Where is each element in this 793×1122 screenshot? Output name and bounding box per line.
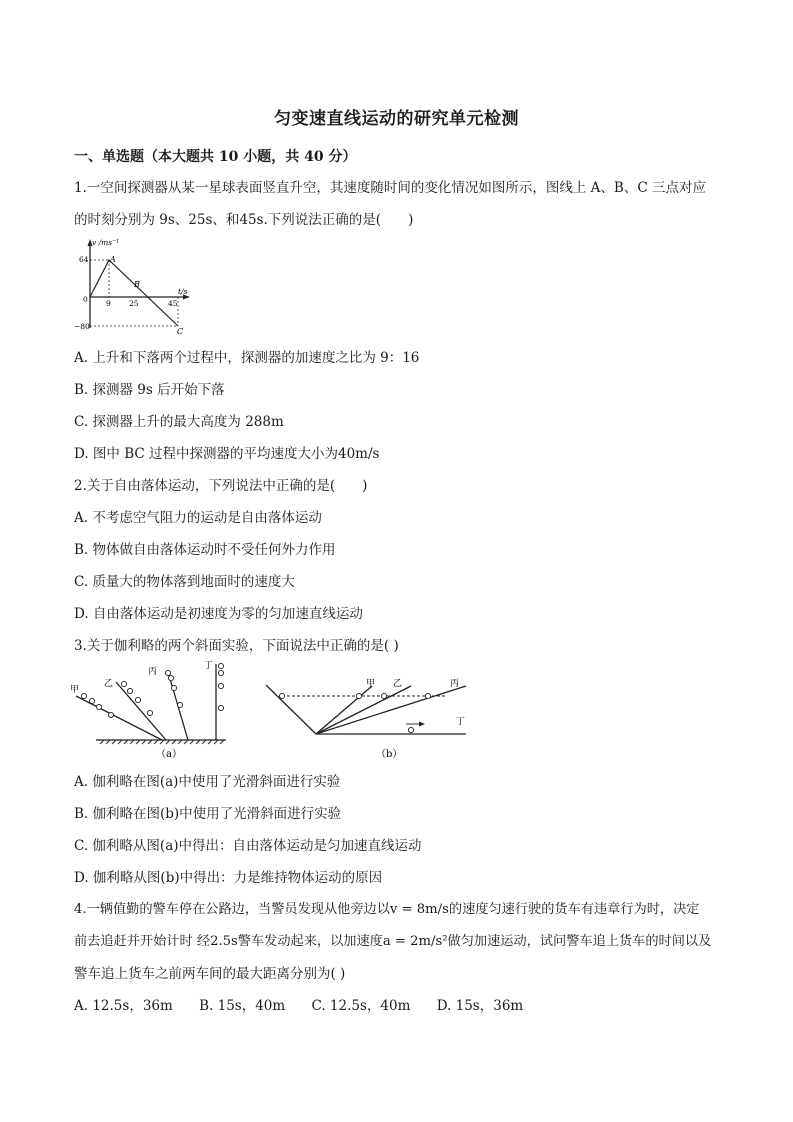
point-b-label: B (134, 280, 140, 289)
question-2-option-d[interactable]: D. 自由落体运动是初速度为零的匀加速直线运动 (74, 606, 363, 622)
question-1-line-2: 的时刻分别为 9s、25s、和45s.下列说法正确的是( ) (74, 212, 414, 228)
question-4-line-1: 4.一辆值勤的警车停在公路边，当警员发现从他旁边以v = 8m/s的速度匀速行驶的货车有违章行为时，决定 (74, 902, 700, 917)
x-tick-45: 45 (168, 299, 178, 308)
y-tick-neg80: −80 (74, 322, 90, 331)
label-b-ding: 丁 (456, 717, 466, 727)
caption-b: （b） (376, 749, 403, 760)
question-4-line-3: 警车追上货车之前两车间的最大距离分别为( ) (74, 966, 346, 982)
question-3-option-d[interactable]: D. 伽利略从图(b)中得出：力是维持物体运动的原因 (74, 870, 383, 886)
galileo-incline-figure (66, 658, 486, 766)
label-b-bing: 丙 (450, 679, 460, 689)
point-a-label: A (110, 255, 116, 264)
question-1-option-a[interactable]: A. 上升和下落两个过程中，探测器的加速度之比为 9：16 (74, 350, 420, 366)
label-b-yi: 乙 (393, 679, 403, 689)
question-1-line-1: 1.一空间探测器从某一星球表面竖直升空，其速度随时间的变化情况如图所示，图线上 A、B、C 三点对应 (74, 180, 706, 196)
question-3-line-1: 3.关于伽利略的两个斜面实验，下面说法中正确的是( ) (74, 638, 399, 654)
x-tick-9: 9 (106, 299, 111, 308)
question-1-option-b[interactable]: B. 探测器 9s 后开始下落 (74, 382, 225, 398)
caption-a: （a） (156, 749, 182, 760)
question-4-option-b[interactable]: B. 15s，40m (199, 998, 286, 1014)
question-2-option-a[interactable]: A. 不考虑空气阻力的运动是自由落体运动 (74, 510, 322, 526)
x-tick-25: 25 (129, 299, 139, 308)
question-4-options (74, 994, 523, 1014)
question-3-option-a[interactable]: A. 伽利略在图(a)中使用了光滑斜面进行实验 (74, 774, 341, 790)
y-tick-64: 64 (79, 255, 89, 264)
question-2-line-1: 2.关于自由落体运动，下列说法中正确的是( ) (74, 478, 368, 494)
question-1-option-c[interactable]: C. 探测器上升的最大高度为 288m (74, 414, 284, 430)
question-4-option-a[interactable]: A. 12.5s，36m (74, 998, 173, 1014)
question-1-option-d[interactable]: D. 图中 BC 过程中探测器的平均速度大小为40m/s (74, 446, 380, 462)
axis-x-label: t/s (178, 287, 188, 296)
label-a-yi: 乙 (104, 679, 114, 689)
page-title: 匀变速直线运动的研究单元检测 (274, 109, 519, 129)
question-4-option-c[interactable]: C. 12.5s，40m (311, 998, 411, 1014)
point-c-label: C (177, 327, 184, 336)
question-4-option-d[interactable]: D. 15s，36m (436, 998, 524, 1014)
section-heading: 一、单选题（本大题共 10 小题，共 40 分） (74, 149, 357, 165)
question-3-option-c[interactable]: C. 伽利略从图(a)中得出：自由落体运动是匀加速直线运动 (74, 838, 422, 854)
question-4-line-2: 前去追赶并开始计时 经2.5s警车发动起来，以加速度a = 2m/s²做匀加速运动，试问警车追上货车的时间以及 (74, 934, 712, 949)
label-b-jia: 甲 (366, 679, 376, 689)
label-a-bing: 丙 (148, 667, 158, 677)
question-3-option-b[interactable]: B. 伽利略在图(b)中使用了光滑斜面进行实验 (74, 806, 342, 822)
question-2-option-b[interactable]: B. 物体做自由落体运动时不受任何外力作用 (74, 542, 336, 558)
question-2-option-c[interactable]: C. 质量大的物体落到地面时的速度大 (74, 574, 295, 590)
axis-y-label: v /ms⁻¹ (92, 238, 120, 247)
velocity-time-graph (74, 236, 194, 336)
label-a-ding: 丁 (204, 661, 214, 671)
label-a-jia: 甲 (70, 685, 80, 695)
y-tick-0: 0 (83, 295, 88, 304)
